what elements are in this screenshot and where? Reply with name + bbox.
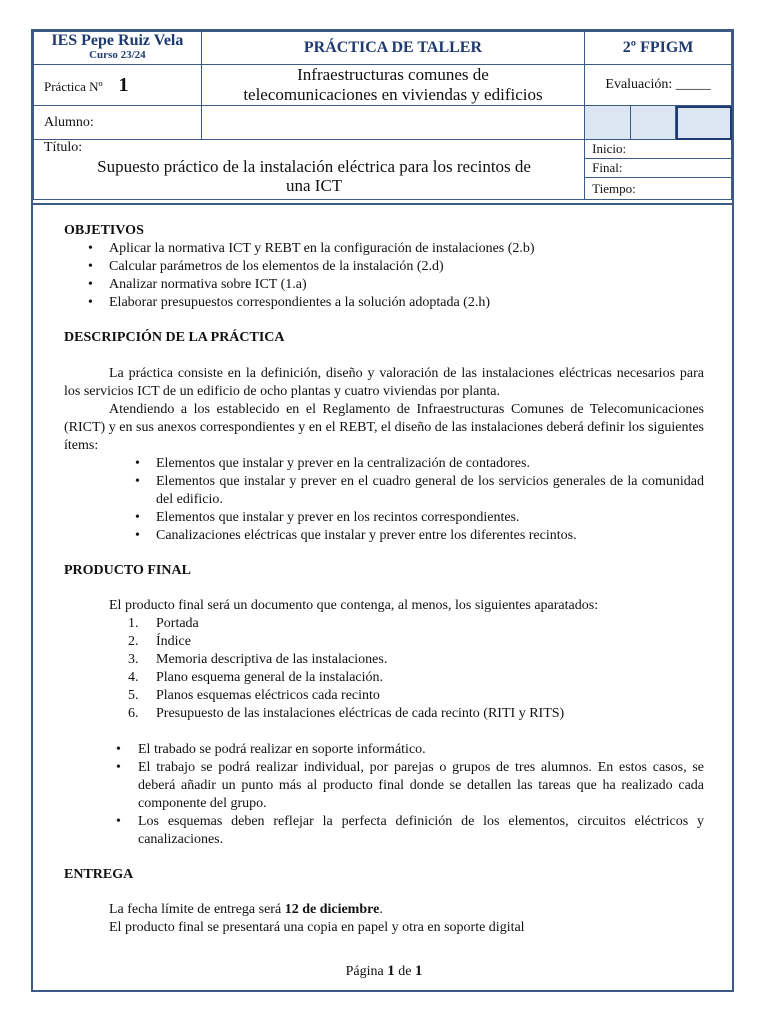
list-item: • Elementos que instalar y prever en la centralización de contadores. xyxy=(64,455,704,473)
descripcion-heading: DESCRIPCIÓN DE LA PRÁCTICA xyxy=(64,330,285,345)
start-field: Inicio: xyxy=(585,140,732,159)
list-item: • Analizar normativa sobre ICT (1.a) xyxy=(64,276,704,294)
sheet-title: PRÁCTICA DE TALLER xyxy=(201,32,584,65)
document-body xyxy=(64,222,704,937)
list-item: • Elementos que instalar y prever en el cuadro general de los servicios generales de la comunidad del edificio. xyxy=(64,473,704,509)
school-cell xyxy=(34,32,202,65)
list-item: • El trabado se podrá realizar en soporte informático. xyxy=(64,741,704,759)
list-item: 4. Plano esquema general de la instalación. xyxy=(128,670,384,685)
of-label: de xyxy=(398,964,412,979)
evaluation-field: Evaluación: _____ xyxy=(585,65,732,106)
list-item: • Los esquemas deben reflejar la perfecta definición de los elementos, circuitos eléctricos y canalizaciones. xyxy=(64,813,704,849)
descripcion-paragraph-1: La práctica consiste en la definición, diseño y valoración de las instalaciones eléctricas necesarios para los servicios ICT de un edificio de ocho plantas y cuatro viviendas por planta. xyxy=(64,366,704,399)
producto-notes-list xyxy=(64,741,704,849)
descripcion-list xyxy=(64,455,704,545)
entrega-format: El producto final se presentará una copia en papel y otra en soporte digital xyxy=(109,920,525,935)
producto-heading: PRODUCTO FINAL xyxy=(64,563,191,578)
list-item: • Elementos que instalar y prever en los recintos correspondientes. xyxy=(64,509,704,527)
header-table xyxy=(33,31,732,200)
practice-number: 1 xyxy=(118,73,129,96)
list-item: 6. Presupuesto de las instalaciones eléctricas de cada recinto (RITI y RITS) xyxy=(128,706,565,721)
list-item: 1. Portada xyxy=(128,616,199,631)
practice-number-cell xyxy=(34,65,202,106)
page-footer xyxy=(0,963,768,980)
grade-box-1[interactable] xyxy=(585,106,631,140)
page-current: 1 xyxy=(387,963,395,979)
grade-box-3[interactable] xyxy=(676,106,732,140)
entrega-deadline: La fecha límite de entrega será 12 de diciembre. xyxy=(109,902,383,917)
subject-line-2: telecomunicaciones en viviendas y edificios xyxy=(243,85,543,104)
list-item: 3. Memoria descriptiva de las instalaciones. xyxy=(128,652,388,667)
objetivos-heading: OBJETIVOS xyxy=(64,223,144,238)
page-label: Página xyxy=(345,964,384,979)
practice-label: Práctica Nº xyxy=(44,78,103,94)
producto-intro: El producto final será un documento que contenga, al menos, los siguientes aparatados: xyxy=(109,598,599,613)
student-name-field[interactable] xyxy=(201,106,584,140)
list-item: 2. Índice xyxy=(128,634,191,649)
producto-numbered-list xyxy=(64,615,704,723)
school-name: IES Pepe Ruiz Vela xyxy=(51,32,184,49)
list-item: • Canalizaciones eléctricas que instalar y prever entre los diferentes recintos. xyxy=(64,527,704,545)
entrega-heading: ENTREGA xyxy=(64,867,134,882)
page-total: 1 xyxy=(414,963,423,979)
objetivos-list xyxy=(64,240,704,312)
end-field: Final: xyxy=(585,159,732,178)
group-label: 2º FPIGM xyxy=(585,32,732,65)
course-year: Curso 23/24 xyxy=(89,49,146,61)
title-cell xyxy=(34,140,585,200)
subject-line-1: Infraestructuras comunes de xyxy=(297,65,489,84)
list-item: • Calcular parámetros de los elementos de la instalación (2.d) xyxy=(64,258,704,276)
time-field: Tiempo: xyxy=(585,178,732,200)
deadline-date: 12 de diciembre xyxy=(284,902,380,917)
subject-cell xyxy=(201,65,584,106)
list-item: 5. Planos esquemas eléctricos cada recinto xyxy=(128,688,380,703)
practice-title xyxy=(44,157,584,195)
list-item: • El trabajo se podrá realizar individual, por parejas o grupos de tres alumnos. En estos casos, se deberá añadir un punto más al producto final donde se detallen las tareas que ha realizado cada componente del grupo. xyxy=(64,759,704,813)
header-separator xyxy=(33,203,732,205)
student-label: Alumno: xyxy=(34,106,202,140)
title-label: Título: xyxy=(44,140,83,155)
list-item: • Elaborar presupuestos correspondientes a la solución adoptada (2.h) xyxy=(64,294,704,312)
practice-title-line-2: una ICT xyxy=(285,176,343,195)
list-item: • Aplicar la normativa ICT y REBT en la configuración de instalaciones (2.b) xyxy=(64,240,704,258)
descripcion-paragraph-2: Atendiendo a los establecido en el Reglamento de Infraestructuras Comunes de Telecomunicaciones (RICT) y en sus anexos correspondientes y en el REBT, el diseño de las instalaciones deberá definir los siguientes ítems: xyxy=(64,402,704,453)
practice-title-line-1: Supuesto práctico de la instalación eléctrica para los recintos de xyxy=(97,157,531,176)
grade-box-2[interactable] xyxy=(631,106,676,140)
